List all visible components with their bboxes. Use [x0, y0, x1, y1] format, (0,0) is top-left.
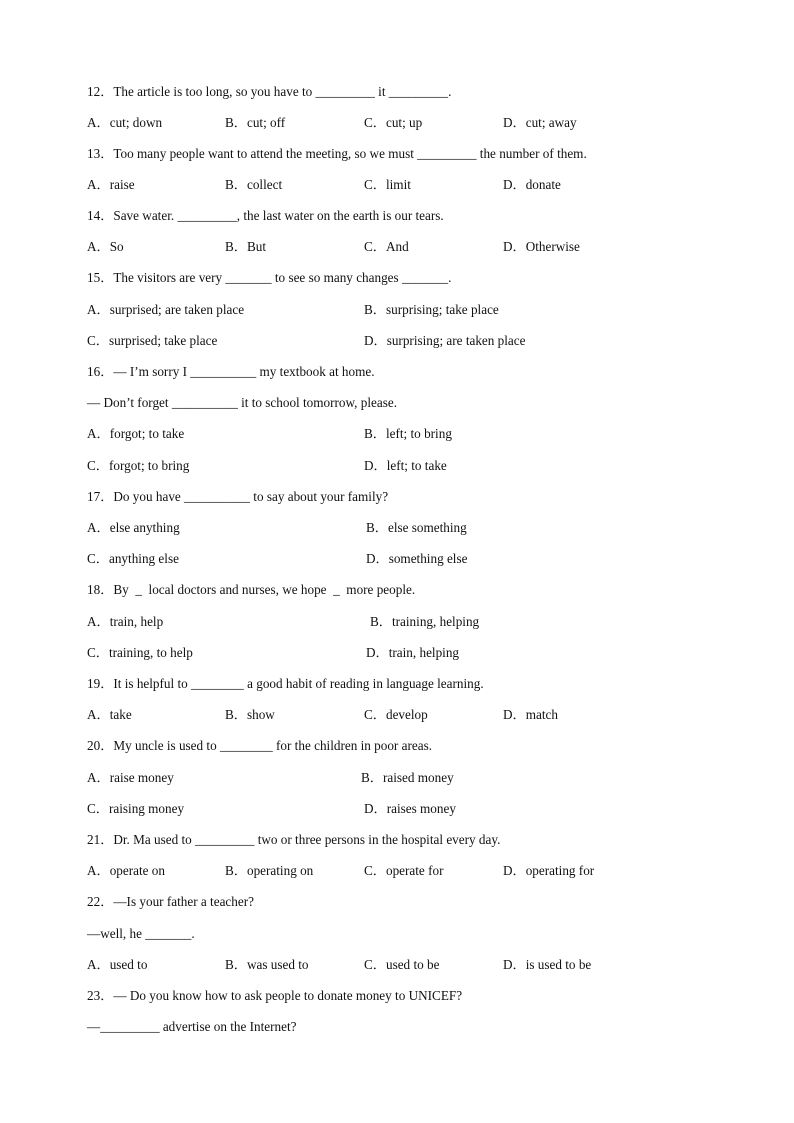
question-20-option-c: C．raising money — [87, 801, 185, 816]
question-15-option-a: A．surprised; are taken place — [87, 302, 245, 317]
question-17-option-b: B．else something — [366, 520, 467, 535]
question-22-stem-reply: —well, he _______. — [87, 926, 195, 941]
question-17-option-c: C．anything else — [87, 551, 179, 566]
question-13-option-d: D．donate — [503, 177, 561, 192]
question-13-option-c: C．limit — [364, 177, 411, 192]
question-22-option-c: C．used to be — [364, 957, 440, 972]
question-20-option-b: B．raised money — [361, 770, 454, 785]
question-16-option-a: A．forgot; to take — [87, 426, 185, 441]
question-12-stem: 12．The article is too long, so you have to _________ it _________. — [87, 84, 452, 99]
question-19-option-b: B．show — [225, 707, 275, 722]
question-21-option-a: A．operate on — [87, 863, 165, 878]
question-15-option-d: D．surprising; are taken place — [364, 333, 526, 348]
question-12-option-a: A．cut; down — [87, 115, 163, 130]
question-17-option-d: D．something else — [366, 551, 468, 566]
question-13-stem: 13．Too many people want to attend the meeting, so we must _________ the number of them. — [87, 146, 587, 161]
question-21-option-c: C．operate for — [364, 863, 444, 878]
question-12-option-b: B．cut; off — [225, 115, 286, 130]
question-12-option-d: D．cut; away — [503, 115, 577, 130]
question-21-option-d: D．operating for — [503, 863, 595, 878]
question-17-stem: 17．Do you have __________ to say about your family? — [87, 489, 389, 504]
question-13-option-b: B．collect — [225, 177, 283, 192]
question-20-option-d: D．raises money — [364, 801, 456, 816]
question-20-stem: 20．My uncle is used to ________ for the children in poor areas. — [87, 738, 432, 753]
question-20-option-a: A．raise money — [87, 770, 174, 785]
question-19-option-a: A．take — [87, 707, 132, 722]
question-22-stem: 22．—Is your father a teacher? — [87, 894, 254, 909]
question-23-stem-reply: —_________ advertise on the Internet? — [87, 1019, 297, 1034]
question-15-option-c: C．surprised; take place — [87, 333, 218, 348]
question-22-option-b: B．was used to — [225, 957, 309, 972]
question-14-stem: 14．Save water. _________, the last water on the earth is our tears. — [87, 208, 444, 223]
question-18-option-a: A．train, help — [87, 614, 164, 629]
question-19-option-d: D．match — [503, 707, 558, 722]
question-14-option-c: C．And — [364, 239, 409, 254]
question-16-option-b: B．left; to bring — [364, 426, 452, 441]
question-17-option-a: A．else anything — [87, 520, 180, 535]
question-19-option-c: C．develop — [364, 707, 428, 722]
question-13-option-a: A．raise — [87, 177, 135, 192]
question-18-option-b: B．training, helping — [370, 614, 480, 629]
question-16-stem-reply: — Don’t forget __________ it to school tomorrow, please. — [87, 395, 397, 410]
question-15-stem: 15．The visitors are very _______ to see so many changes _______. — [87, 270, 452, 285]
question-19-stem: 19．It is helpful to ________ a good habit of reading in language learning. — [87, 676, 484, 691]
question-14-option-b: B．But — [225, 239, 267, 254]
question-23-stem: 23．— Do you know how to ask people to donate money to UNICEF? — [87, 988, 463, 1003]
question-18-stem: 18．By _ local doctors and nurses, we hope _ more people. — [87, 582, 416, 597]
question-12-option-c: C．cut; up — [364, 115, 423, 130]
question-14-option-a: A．So — [87, 239, 124, 254]
question-15-option-b: B．surprising; take place — [364, 302, 499, 317]
question-16-option-c: C．forgot; to bring — [87, 458, 190, 473]
question-16-option-d: D．left; to take — [364, 458, 447, 473]
question-14-option-d: D．Otherwise — [503, 239, 580, 254]
question-16-stem: 16．— I’m sorry I __________ my textbook at home. — [87, 364, 375, 379]
question-18-option-c: C．training, to help — [87, 645, 193, 660]
question-22-option-d: D．is used to be — [503, 957, 592, 972]
question-18-option-d: D．train, helping — [366, 645, 460, 660]
question-21-option-b: B．operating on — [225, 863, 314, 878]
question-22-option-a: A．used to — [87, 957, 148, 972]
question-21-stem: 21．Dr. Ma used to _________ two or three persons in the hospital every day. — [87, 832, 501, 847]
